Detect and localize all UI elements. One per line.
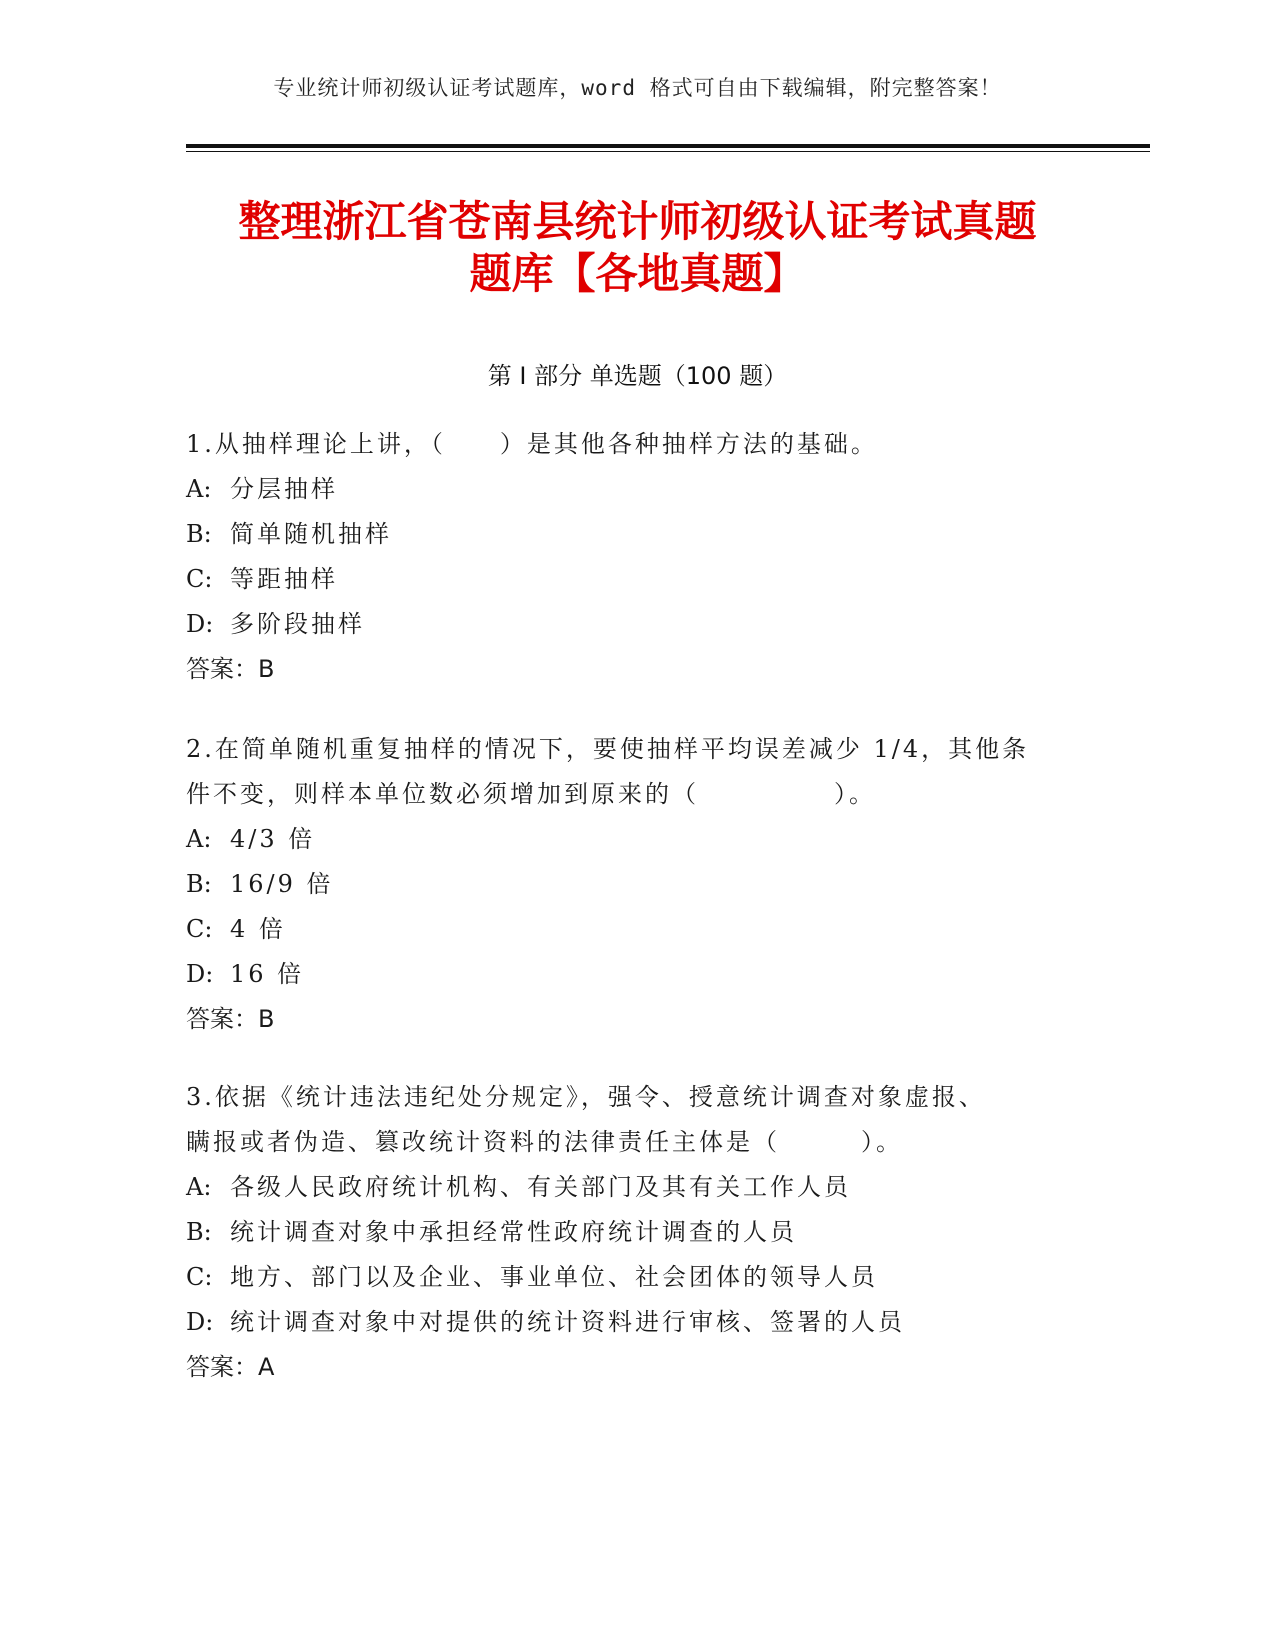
option-text: 地方、部门以及企业、事业单位、社会团体的领导人员 — [230, 1263, 878, 1291]
option-letter: D: — [186, 960, 214, 988]
option-text: 分层抽样 — [230, 475, 338, 503]
option-letter: A: — [186, 1173, 212, 1201]
header-divider-thin — [186, 151, 1150, 152]
option-c — [186, 907, 1086, 952]
option-text: 统计调查对象中对提供的统计资料进行审核、签署的人员 — [230, 1308, 905, 1336]
header-note: 专业统计师初级认证考试题库，word 格式可自由下载编辑，附完整答案！ — [273, 76, 1002, 100]
option-letter: C: — [186, 565, 213, 593]
question-stem-line-1: 3.依据《统计违法违纪处分规定》，强令、授意统计调查对象虚报、 — [186, 1083, 986, 1111]
option-letter: B: — [186, 870, 212, 898]
question-stem-line-1: 2.在简单随机重复抽样的情况下，要使抽样平均误差减少 1/4，其他条 — [186, 735, 1030, 763]
document-title — [150, 196, 1125, 300]
option-letter: A: — [186, 825, 212, 853]
option-letter: D: — [186, 610, 214, 638]
option-letter: B: — [186, 520, 212, 548]
option-a — [186, 817, 1086, 862]
option-b — [186, 512, 1086, 557]
option-letter: B: — [186, 1218, 212, 1246]
question-stem-line-2: 瞒报或者伪造、篡改统计资料的法律责任主体是（ ）。 — [186, 1128, 903, 1156]
option-b — [186, 862, 1086, 907]
title-line-1: 整理浙江省苍南县统计师初级认证考试真题 — [238, 197, 1037, 246]
question-1 — [186, 422, 1086, 692]
question-2 — [186, 727, 1086, 1042]
answer: 答案：B — [186, 1005, 275, 1033]
option-text: 多阶段抽样 — [230, 610, 365, 638]
option-letter: D: — [186, 1308, 214, 1336]
option-text: 16 倍 — [230, 960, 305, 988]
option-a — [186, 1165, 1086, 1210]
header-divider-thick — [186, 144, 1150, 148]
option-text: 各级人民政府统计机构、有关部门及其有关工作人员 — [230, 1173, 851, 1201]
title-line-2: 题库【各地真题】 — [469, 249, 806, 298]
option-text: 简单随机抽样 — [230, 520, 392, 548]
option-c — [186, 1255, 1086, 1300]
option-text: 4/3 倍 — [230, 825, 316, 853]
option-text: 等距抽样 — [230, 565, 338, 593]
option-a — [186, 467, 1086, 512]
option-letter: A: — [186, 475, 212, 503]
option-c — [186, 557, 1086, 602]
answer: 答案：A — [186, 1353, 275, 1381]
option-text: 4 倍 — [230, 915, 286, 943]
option-b — [186, 1210, 1086, 1255]
question-stem-line-2: 件不变，则样本单位数必须增加到原来的（ ）。 — [186, 780, 876, 808]
option-text: 统计调查对象中承担经常性政府统计调查的人员 — [230, 1218, 797, 1246]
question-3 — [186, 1075, 1086, 1390]
option-letter: C: — [186, 915, 213, 943]
option-d — [186, 1300, 1086, 1345]
question-stem: 1.从抽样理论上讲，（ ）是其他各种抽样方法的基础。 — [186, 430, 878, 458]
option-text: 16/9 倍 — [230, 870, 334, 898]
option-letter: C: — [186, 1263, 213, 1291]
answer: 答案：B — [186, 655, 275, 683]
option-d — [186, 602, 1086, 647]
section-heading: 第 I 部分 单选题（100 题） — [487, 362, 788, 390]
option-d — [186, 952, 1086, 997]
